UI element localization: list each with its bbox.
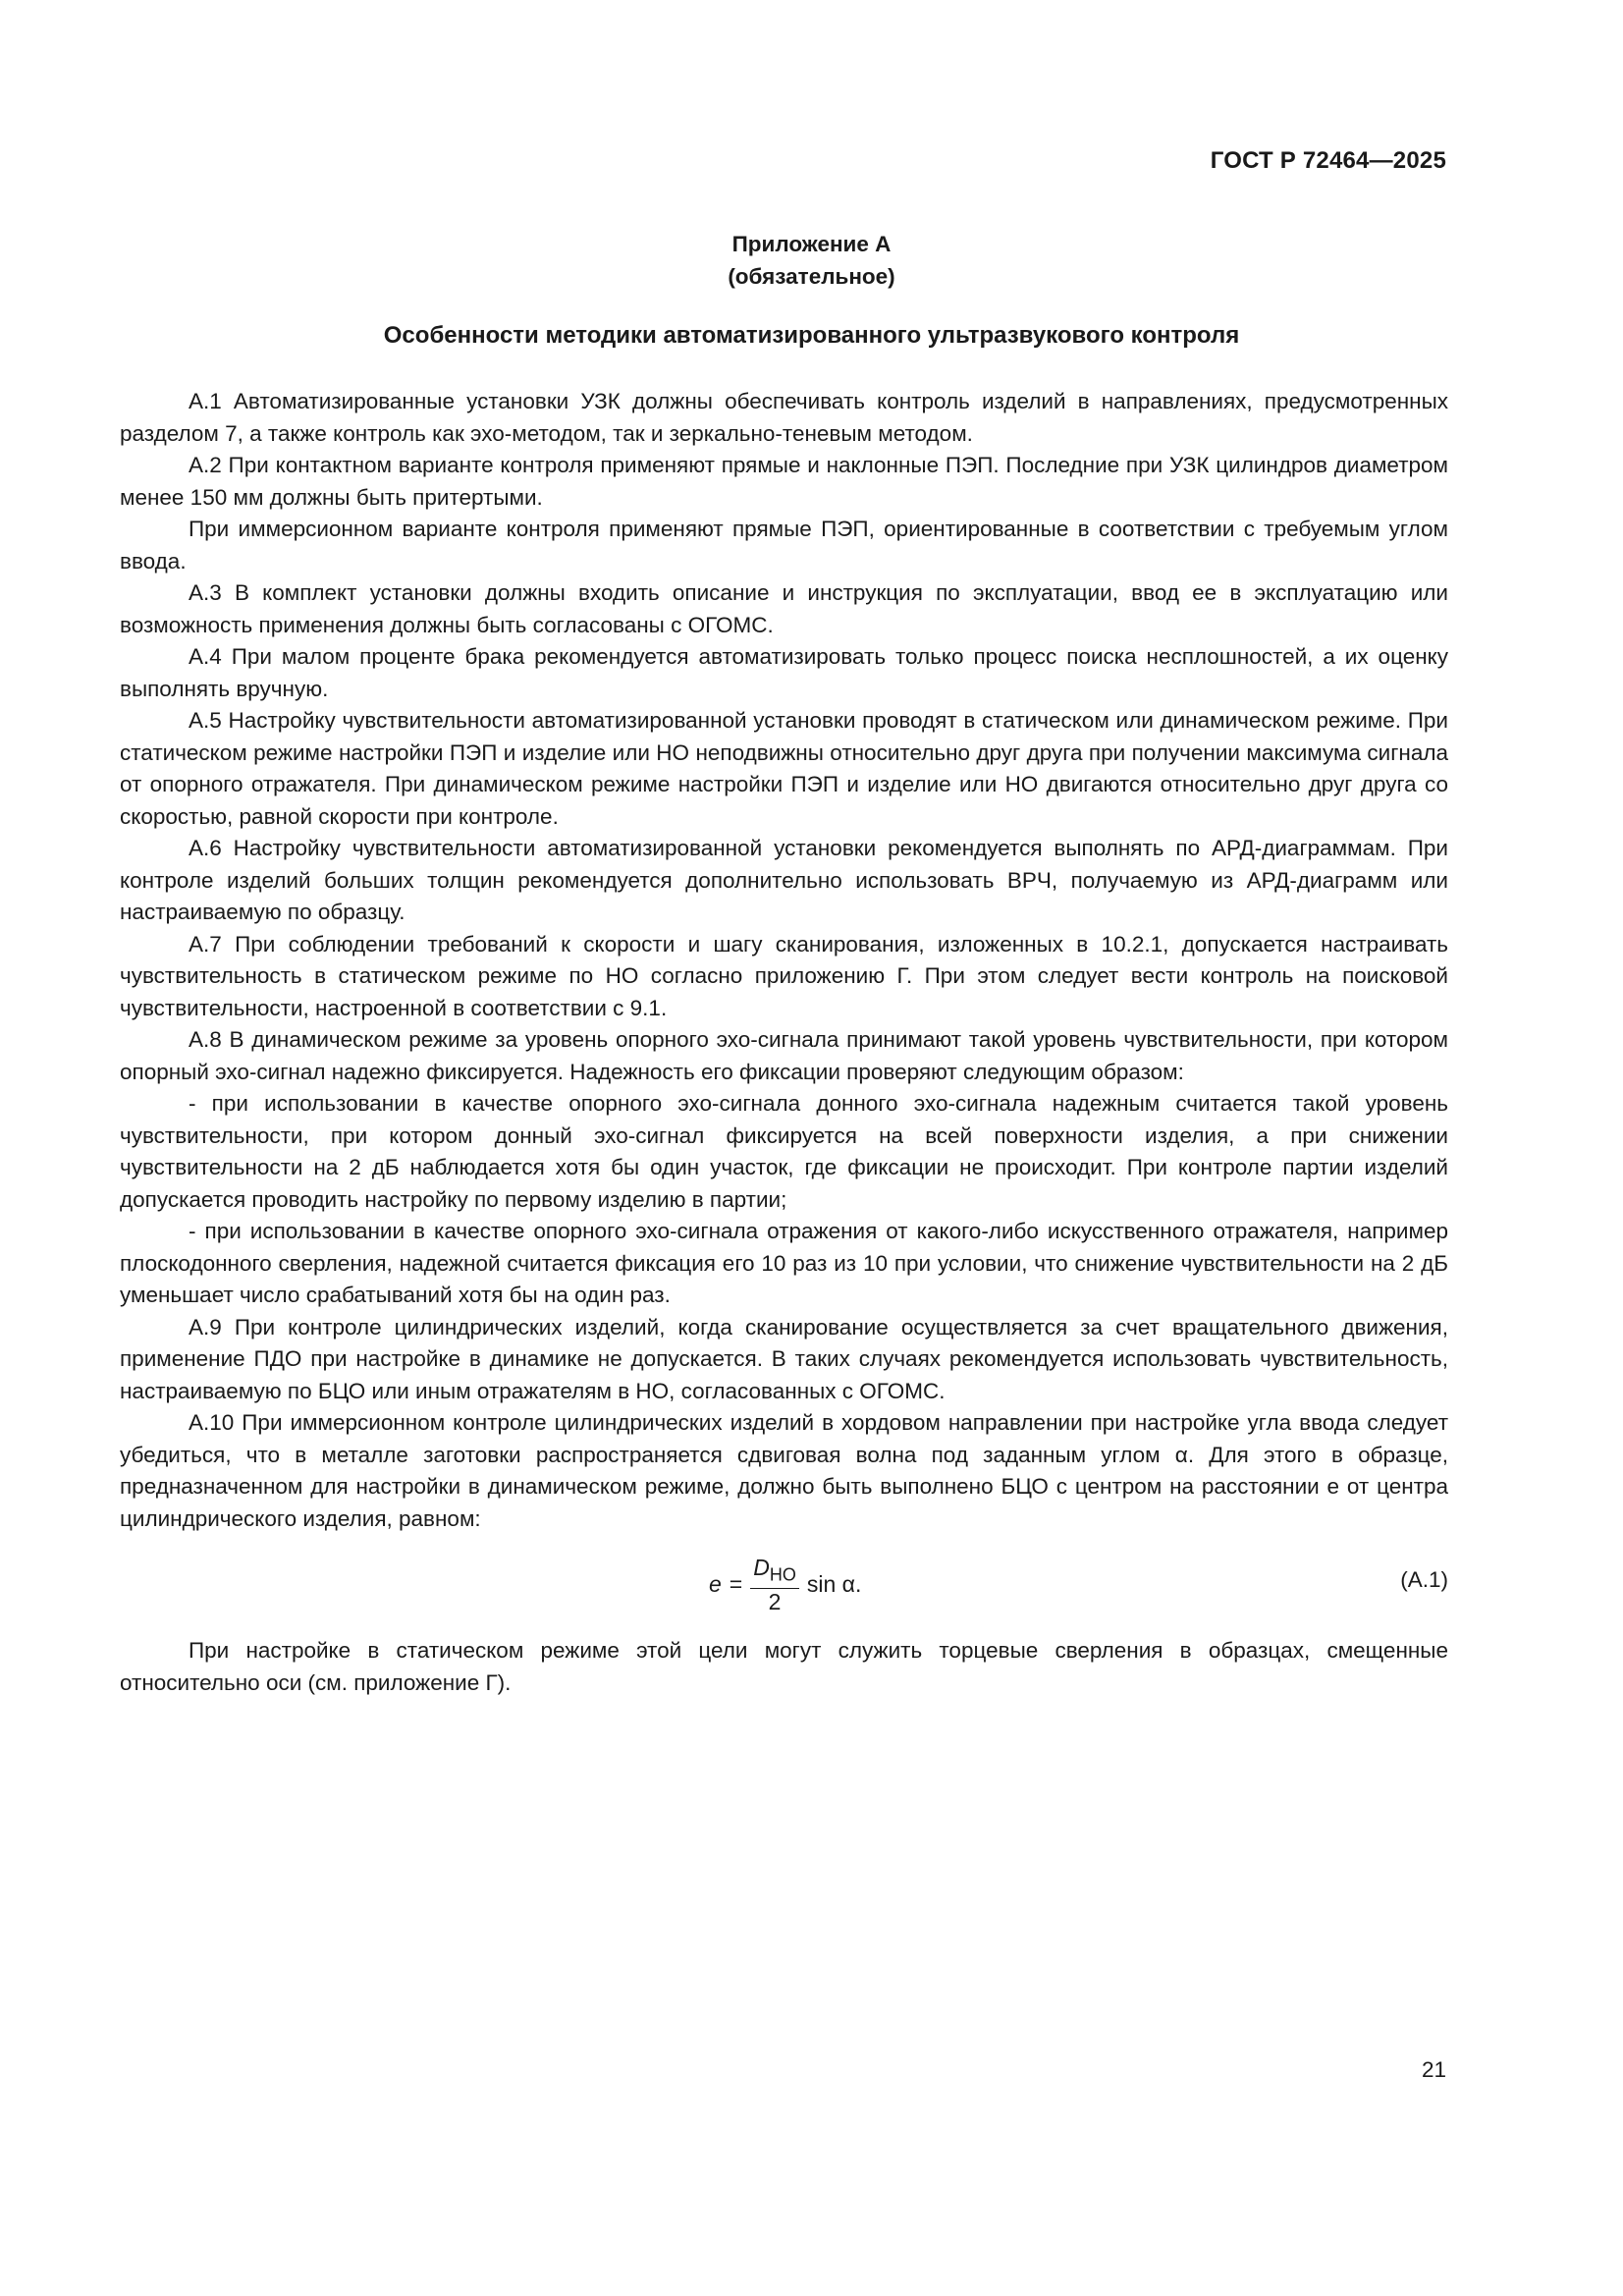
formula-numerator-sub: НО [769,1564,796,1585]
annex-heading: Особенности методики автоматизированного ультразвукового контроля [383,322,1240,349]
paragraph-static-mode: При настройке в статическом режиме этой цели могут служить торцевые сверления в образцах, смещенные относительно оси (см. приложение Г). [120,1638,1448,1695]
formula-fraction [750,1555,799,1614]
list-item-bottom-echo: - при использовании в качестве опорного эхо-сигнала донного эхо-сигнала надежным считается такой уровень чувствительности, при котором донный эхо-сигнал фиксируется на всей поверхности изделия, а при снижении чувствительности на 2 дБ наблюдается хотя бы один участок, где фиксации не происходит. При контроле партии изделий допускается проводить настройку по первому изделию в партии; [120,1091,1448,1212]
paragraph-a1: А.1 Автоматизированные установки УЗК должны обеспечивать контроль изделий в направлениях, предусмотренных разделом 7, а также контроль как эхо-методом, так и зеркально-теневым методом. [120,389,1448,446]
annex-status-line: (обязательное) [728,264,895,289]
body-text [120,386,1448,1699]
paragraph-a10: А.10 При иммерсионном контроле цилиндрических изделий в хордовом направлении при настройке угла ввода следует убедиться, что в металле заготовки распространяется сдвиговая волна под заданным углом α. Для этого в образце, предназначенном для настройки в динамическом режиме, должно быть выполнено БЦО с центром на расстоянии e от центра цилиндрического изделия, равном: [120,1410,1448,1531]
formula [709,1555,861,1614]
formula-trig: sin α. [806,1571,862,1598]
formula-denominator: 2 [768,1588,782,1614]
paragraph-a8: А.8 В динамическом режиме за уровень опорного эхо-сигнала принимают такой уровень чувствительности, при котором опорный эхо-сигнал надежно фиксируется. Надежность его фиксации проверяют следующим образом: [120,1027,1448,1084]
list-item-artificial-reflector: - при использовании в качестве опорного эхо-сигнала отражения от какого-либо искусственного отражателя, например плоскодонного сверления, надежной считается фиксация его 10 раз из 10 при условии, что снижение чувствительности на 2 дБ уменьшает число срабатываний хотя бы на один раз. [120,1219,1448,1307]
paragraph-a2-immersion: При иммерсионном варианте контроля применяют прямые ПЭП, ориентированные в соответствии с требуемым углом ввода. [120,517,1448,574]
paragraph-a6: А.6 Настройку чувствительности автоматизированной установки рекомендуется выполнять по АРД-диаграммам. При контроле изделий больших толщин рекомендуется дополнительно использовать ВРЧ, получаемую из АРД-диаграмм или настраиваемую по образцу. [120,836,1448,924]
paragraph-a4: А.4 При малом проценте брака рекомендуется автоматизировать только процесс поиска несплошностей, а их оценку выполнять вручную. [120,644,1448,701]
paragraph-a9: А.9 При контроле цилиндрических изделий, когда сканирование осуществляется за счет вращательного движения, применение ПДО при настройке в динамике не допускается. В таких случаях рекомендуется использовать чувствительность, настраиваемую по БЦО или иным отражателям в НО, согласованных с ОГОМС. [120,1314,1448,1403]
formula-numerator [750,1555,799,1589]
formula-equals: = [729,1571,743,1598]
paragraph-a5: А.5 Настройку чувствительности автоматизированной установки проводят в статическом или динамическом режиме. При статическом режиме настройки ПЭП и изделие или НО неподвижны относительно друг друга при получении максимума сигнала от опорного отражателя. При динамическом режиме настройки ПЭП и изделие или НО двигаются относительно друг друга со скоростью, равной скорости при контроле. [120,708,1448,829]
formula-numerator-var: D [753,1555,770,1580]
formula-row [120,1535,1448,1629]
annex-title [0,228,1623,293]
document-code: ГОСТ Р 72464—2025 [1210,147,1446,174]
paragraph-a3: А.3 В комплект установки должны входить описание и инструкция по эксплуатации, ввод ее в эксплуатацию или возможность применения должны быть согласованы с ОГОМС. [120,580,1448,637]
formula-number: (А.1) [1400,1567,1448,1592]
annex-title-line: Приложение А [731,232,892,256]
page-number: 21 [1421,2057,1446,2082]
paragraph-a2: А.2 При контактном варианте контроля применяют прямые и наклонные ПЭП. Последние при УЗК цилиндров диаметром менее 150 мм должны быть притертыми. [120,453,1448,510]
paragraph-a7: А.7 При соблюдении требований к скорости и шагу сканирования, изложенных в 10.2.1, допускается настраивать чувствительность в статическом режиме по НО согласно приложению Г. При этом следует вести контроль на поисковой чувствительности, настроенной в соответствии с 9.1. [120,931,1448,1020]
formula-lhs: e [709,1571,722,1598]
